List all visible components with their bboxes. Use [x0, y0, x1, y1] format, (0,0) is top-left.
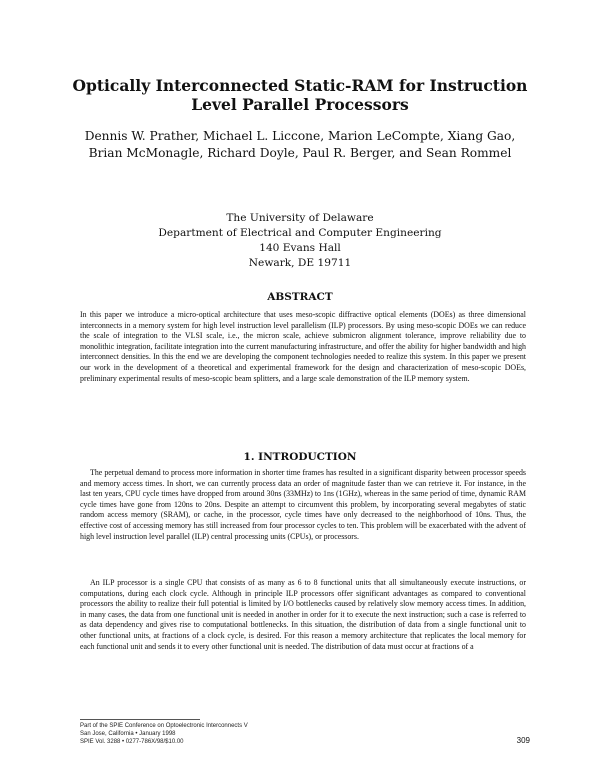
- footnote-line-3: SPIE Vol. 3288 • 0277-786X/98/$10.00: [80, 739, 184, 745]
- authors-line-2: Brian McMonagle, Richard Doyle, Paul R. Berger, and Sean Rommel: [88, 146, 512, 160]
- introduction-paragraph-1: The perpetual demand to process more information in shorter time frames has resulted in a significant disparity between processor speeds and memory access times. In short, we can currently process data an order of magnitude faster than we can retrieve it. For instance, in the last ten years, CPU cycle times have dropped from around 30ns (33MHz) to 1ns (1GHz), whereas in the same period of time, dynamic RAM cycle times have gone from 120ns to 20ns. Despite an attempt to circumvent this problem, by incorporating several megabytes of static random access memory (SRAM), or cache, in the processor, cycle times have only decreased to the neighborhood of 10ns. Thus, the effective cost of accessing memory has still increased from four processor cycles to ten. This problem will be exacerbated with the advent of high level instruction level parallel (ILP) central processing units (CPUs), or processors.: [80, 468, 526, 541]
- footnote: [80, 722, 380, 746]
- author-list: [60, 128, 540, 162]
- affiliation-address: 140 Evans Hall: [259, 242, 341, 254]
- footnote-divider: [80, 719, 200, 720]
- affiliation-city: Newark, DE 19711: [248, 257, 352, 269]
- page-number: 309: [516, 736, 530, 745]
- footnote-line-2: San Jose, California • January 1998: [80, 731, 176, 737]
- introduction-paragraph-2: An ILP processor is a single CPU that consists of as many as 6 to 8 functional units that all simultaneously execute instructions, or computations, during each clock cycle. Although in principle ILP processors offer significant advantages as compared to conventional processors the ability to realize their full potential is limited by I/O bottlenecks caused by relatively slow memory access times. In addition, in many cases, the data from one functional unit is needed in another in order for it to execute the next instruction; such a case is referred to as data dependency and gives rise to computational bottlenecks. In this situation, the distribution of data from a single functional unit to other functional units, at fractions of a clock cycle, is desired. For this reason a memory architecture that replicates the local memory for each functional unit and sends it to every other functional unit is needed. The distribution of data must occur at fractions of a: [80, 578, 526, 651]
- abstract-text: In this paper we introduce a micro-optical architecture that uses meso-scopic diffractive optical elements (DOEs) as three dimensional interconnects in a memory system for high level instruction level parallelism (ILP) processors. By using meso-scopic DOEs we can reduce the scale of integration to the VLSI scale, i.e., the micron scale, achieve submicron alignment tolerance, improve reliability due to monolithic integration, facilitate integration into the current manufacturing infrastructure, and offer the ability for higher bandwidth and high interconnect densities. In this the end we are developing the component technologies needed to realize this system. In this paper we present our work in the development of a theoretical and experimental framework for the design and characterization of meso-scopic DOEs, preliminary experimental results of meso-scopic beam splitters, and a large scale demonstration of the ILP memory system.: [80, 310, 526, 383]
- introduction-heading: 1. INTRODUCTION: [243, 451, 357, 463]
- affiliation: [100, 211, 500, 271]
- paper-title: Optically Interconnected Static-RAM for Instruction Level Parallel Processors: [72, 76, 528, 114]
- abstract-heading: ABSTRACT: [267, 291, 333, 303]
- affiliation-university: The University of Delaware: [226, 212, 374, 224]
- affiliation-department: Department of Electrical and Computer Engineering: [158, 227, 442, 239]
- authors-line-1: Dennis W. Prather, Michael L. Liccone, Marion LeCompte, Xiang Gao,: [84, 129, 516, 143]
- footnote-line-1: Part of the SPIE Conference on Optoelectronic Interconnects V: [80, 723, 248, 729]
